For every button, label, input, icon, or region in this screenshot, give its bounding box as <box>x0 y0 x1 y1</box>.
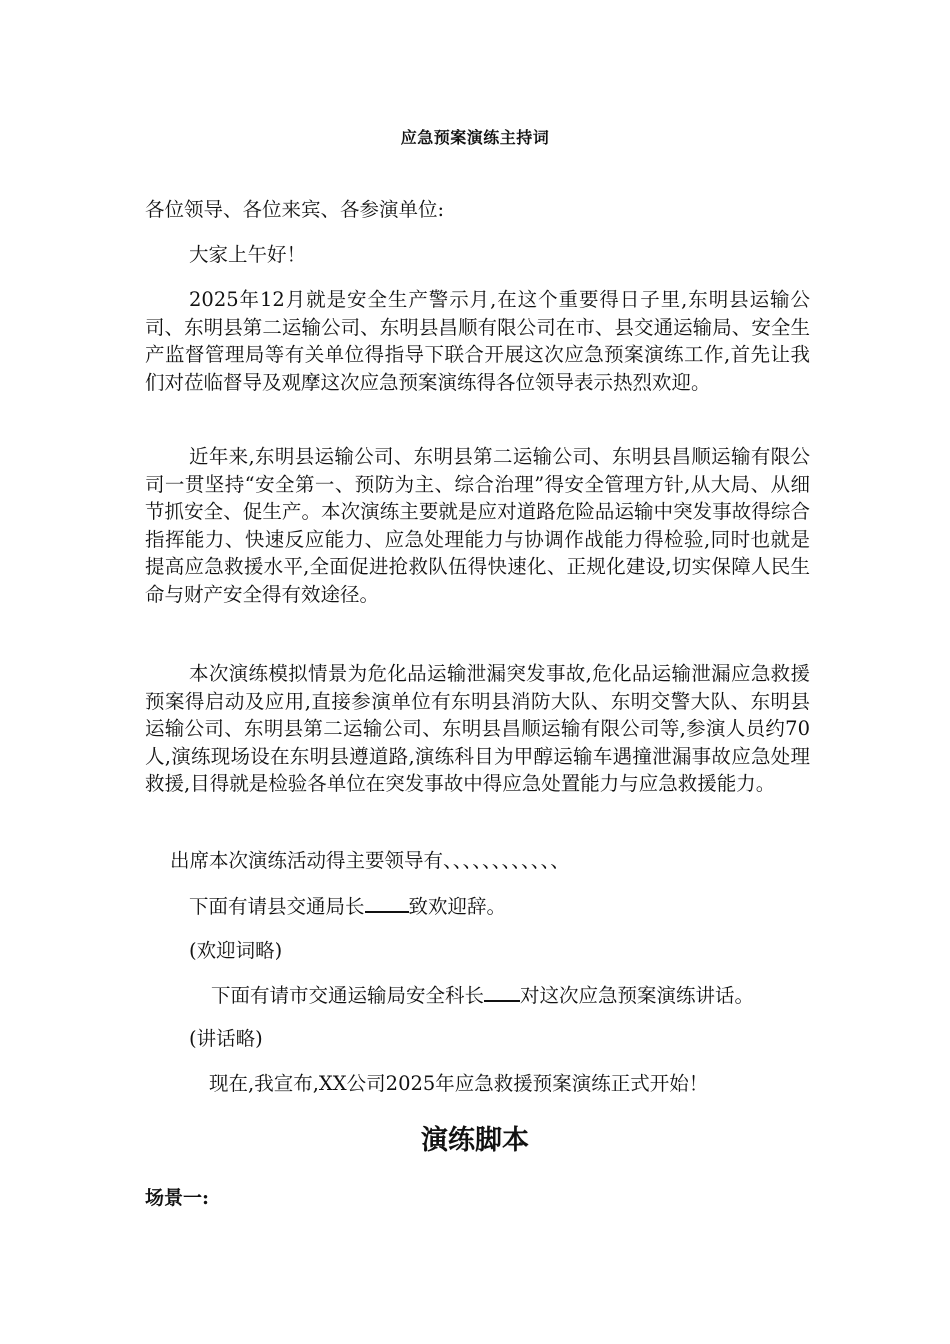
invite-county-director <box>189 893 506 921</box>
invite-safety-chief-suffix: 对这次应急预案演练讲话。 <box>520 984 755 1007</box>
paragraph-warning-month: 2025年12月就是安全生产警示月,在这个重要得日子里,东明县运输公司、东明县第二运输公司、东明县昌顺有限公司在市、县交通运输局、安全生产监督管理局等有关单位得指导下联合开展这次应急预案演练工作,首先让我们对莅临督导及观摩这次应急预案演练得各位领导表示热烈欢迎。 <box>145 288 810 394</box>
salutation: 各位领导、各位来宾、各参演单位: <box>145 198 445 221</box>
name-blank <box>365 893 409 913</box>
invite-county-director-suffix: 致欢迎辞。 <box>408 895 507 918</box>
script-heading: 演练脚本 <box>421 1125 529 1156</box>
attendees-line: 出席本次演练活动得主要领导有、、、、、、、、、、、、 <box>170 849 570 872</box>
speech-omitted-note: (讲话略) <box>189 1027 263 1050</box>
invite-county-director-text: 下面有请县交通局长 <box>189 895 365 918</box>
welcome-speech-omitted-note: (欢迎词略) <box>189 939 283 962</box>
document-title: 应急预案演练主持词 <box>400 128 550 147</box>
invite-safety-chief-text: 下面有请市交通运输局安全科长 <box>211 984 485 1007</box>
greeting: 大家上午好！ <box>189 243 307 266</box>
drill-start-announcement: 现在,我宣布,XX公司2025年应急救援预案演练正式开始！ <box>209 1072 709 1095</box>
paragraph-safety-policy: 近年来,东明县运输公司、东明县第二运输公司、东明县昌顺运输有限公司一贯坚持“安全第一、预防为主、综合治理”得安全管理方针,从大局、从细节抓安全、促生产。本次演练主要就是应对道路危险品运输中突发事故得综合指挥能力、快速反应能力、应急处理能力与协调作战能力得检验,同时也就是提高应急救援水平,全面促进抢救队伍得快速化、正规化建设,切实保障人民生命与财产安全得有效途径。 <box>145 445 810 606</box>
invite-safety-chief <box>211 982 754 1010</box>
scene-heading: 场景一: <box>145 1187 210 1209</box>
name-blank <box>484 982 520 1002</box>
paragraph-drill-scenario: 本次演练模拟情景为危化品运输泄漏突发事故,危化品运输泄漏应急救援预案得启动及应用,直接参演单位有东明县消防大队、东明交警大队、东明县运输公司、东明县第二运输公司、东明县昌顺运输有限公司等,参演人员约70人,演练现场设在东明县遵道路,演练科目为甲醇运输车遇撞泄漏事故应急处理救援,目得就是检验各单位在突发事故中得应急处置能力与应急救援能力。 <box>145 662 810 795</box>
